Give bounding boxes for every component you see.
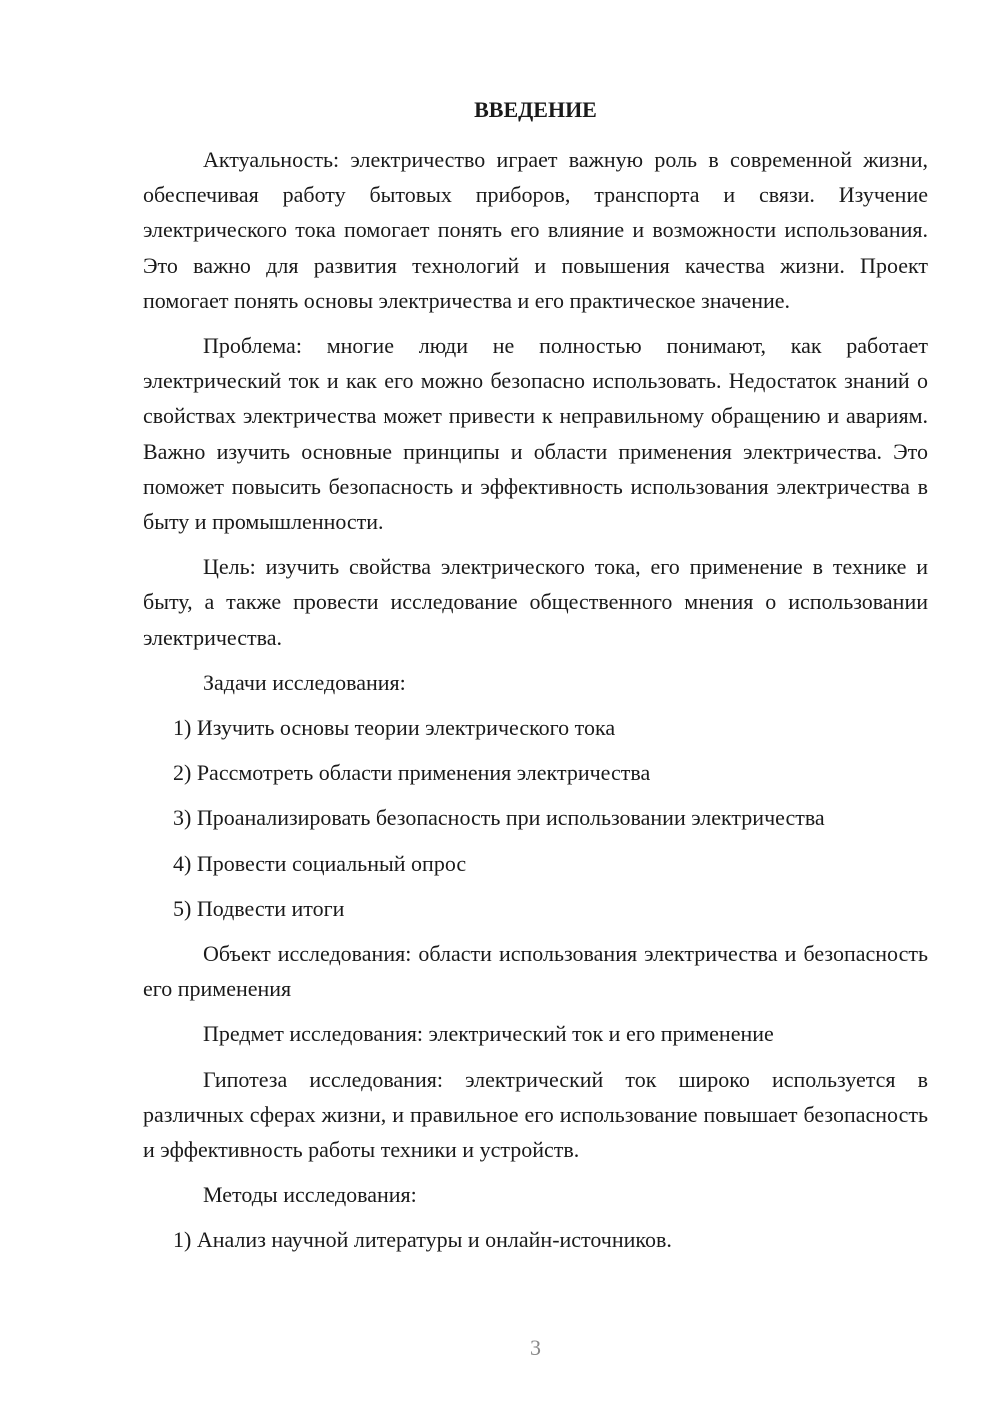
task-item-3: 3) Проанализировать безопасность при использовании электричества (173, 805, 825, 831)
methods-heading: Методы исследования: (203, 1182, 417, 1208)
page-title: ВВЕДЕНИЕ (474, 97, 597, 122)
document-page (143, 0, 928, 1414)
relevance-paragraph: Актуальность: электричество играет важную роль в современной жизни, обеспечивая работу бытовых приборов, транспорта и связи. Изучение электрического тока помогает понять его влияние и возможности использования. Это важно для развития технологий и повышения качества жизни. Проект помогает понять основы электричества и его практическое значение. (143, 147, 928, 313)
document-body (143, 142, 928, 1268)
task-item-5: 5) Подвести итоги (173, 895, 345, 921)
task-item-4: 4) Провести социальный опрос (173, 850, 467, 876)
problem-paragraph: Проблема: многие люди не полностью понимают, как работает электрический ток и как его можно безопасно использовать. Недостаток знаний о свойствах электричества может привести к неправильному обращению и авариям. Важно изучить основные принципы и области применения электричества. Это поможет повысить безопасность и эффективность использования электричества в быту и промышленности. (143, 333, 928, 535)
task-item-2: 2) Рассмотреть области применения электричества (173, 760, 651, 786)
tasks-heading: Задачи исследования: (203, 669, 406, 695)
task-item-1: 1) Изучить основы теории электрического тока (173, 715, 616, 741)
page-number: 3 (530, 1335, 541, 1360)
goal-paragraph: Цель: изучить свойства электрического тока, его применение в технике и быту, а также провести исследование общественного мнения о использовании электричества. (143, 554, 928, 650)
hypothesis-paragraph: Гипотеза исследования: электрический ток широко используется в различных сферах жизни, и правильное его использование повышает безопасность и эффективность работы техники и устройств. (143, 1066, 928, 1163)
object-paragraph: Объект исследования: области использования электричества и безопасность его применения (143, 941, 928, 1002)
method-item-1: 1) Анализ научной литературы и онлайн-источников. (173, 1227, 672, 1253)
subject-paragraph: Предмет исследования: электрический ток и его применение (203, 1021, 774, 1047)
